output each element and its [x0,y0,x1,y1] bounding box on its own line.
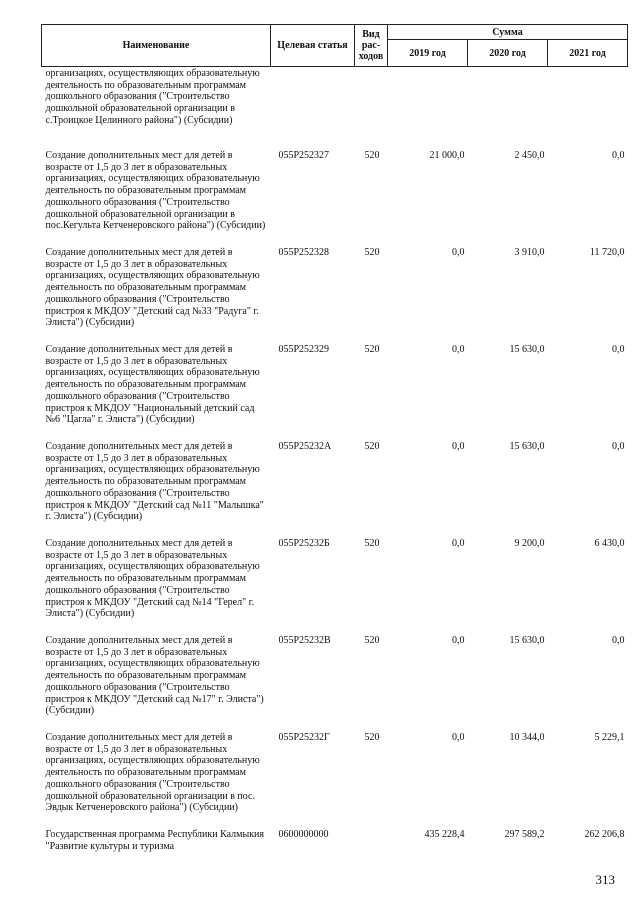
row-2020: 15 630,0 [509,441,545,452]
table-row [42,829,628,855]
header-year-2019: 2019 год [388,40,468,67]
row-name: организациях, осуществляющих образовательную деятельность по образовательным программам дошкольного образования ("Строительство дошкольной образовательной организации в с.Троицкое Целинного района") (Субсидии) [45,68,260,126]
page-number: 313 [595,872,615,887]
row-2019: 0,0 [452,247,465,258]
table-row [42,732,628,829]
budget-table [41,24,628,855]
row-vid: 520 [364,150,380,161]
row-2019 [388,67,468,151]
row-2019: 0,0 [452,344,465,355]
header-sum: Сумма [388,25,628,40]
row-name: Создание дополнительных мест для детей в возрасте от 1,5 до 3 лет в образовательных организациях, осуществляющих образовательную деятельность по образовательным программам дошкольного образования ("Строительство дошкольной образовательной организации в пос. Эвдык Кетченеровского района") (Субсидии) [45,732,260,814]
row-2019: 21 000,0 [429,150,465,161]
row-2019: 0,0 [452,538,465,549]
row-2021 [548,67,628,151]
row-2020: 297 589,2 [504,829,545,840]
row-2021: 0,0 [612,344,625,355]
row-code: 055P25232Б [278,538,330,549]
row-vid: 520 [364,441,380,452]
table-row [42,441,628,538]
row-name: Создание дополнительных мест для детей в возрасте от 1,5 до 3 лет в образовательных организациях, осуществляющих образовательную деятельность по образовательным программам дошкольного образования ("Строительство пристроя к МКДОУ "Детский сад №11 "Малышка" г. Элиста") (Субсидии) [45,441,264,523]
row-name: Создание дополнительных мест для детей в возрасте от 1,5 до 3 лет в образовательных организациях, осуществляющих образовательную деятельность по образовательным программам дошкольного образования ("Строительство пристроя к МКДОУ "Детский сад №14 "Герел" г. Элиста") (Субсидии) [45,538,260,620]
row-vid [355,67,388,151]
row-2021: 5 229,1 [594,732,625,743]
row-code: 055P25232A [278,441,332,452]
row-2020: 15 630,0 [509,635,545,646]
row-vid: 520 [364,247,380,258]
row-name: Создание дополнительных мест для детей в возрасте от 1,5 до 3 лет в образовательных организациях, осуществляющих образовательную деятельность по образовательным программам дошкольного образования ("Строительство пристроя к МКДОУ "Детский сад №17" г. Элиста") (Субсидии) [45,635,264,717]
row-code: 055P252327 [278,150,330,161]
row-2021: 11 720,0 [589,247,625,258]
header-year-2021: 2021 год [548,40,628,67]
header-name: Наименование [42,25,271,67]
row-code: 055P252329 [278,344,330,355]
row-vid: 520 [364,732,380,743]
row-2019: 0,0 [452,441,465,452]
row-2020: 2 450,0 [514,150,545,161]
row-2021: 0,0 [612,441,625,452]
row-name: Создание дополнительных мест для детей в возрасте от 1,5 до 3 лет в образовательных организациях, осуществляющих образовательную деятельность по образовательным программам дошкольного образования ("Строительство дошкольной образовательной организации в пос.Кегульта Кетченеровского района") (Субсидии) [45,150,266,232]
row-2019: 0,0 [452,635,465,646]
table-row [42,67,628,151]
row-code: 055P25232Г [278,732,330,743]
row-2019: 435 228,4 [424,829,465,840]
row-2020: 9 200,0 [514,538,545,549]
row-vid: 520 [364,538,380,549]
row-2019: 0,0 [452,732,465,743]
table-row [42,150,628,247]
table-row [42,344,628,441]
row-2020 [468,67,548,151]
row-code [271,67,355,151]
row-name: Государственная программа Республики Калмыкия "Развитие культуры и туризма [45,829,265,852]
header-year-2020: 2020 год [468,40,548,67]
row-code: 0600000000 [278,829,329,840]
row-name: Создание дополнительных мест для детей в возрасте от 1,5 до 3 лет в образовательных организациях, осуществляющих образовательную деятельность по образовательным программам дошкольного образования ("Строительство пристроя к МКДОУ "Детский сад №33 "Радуга" г. Элиста") (Субсидии) [45,247,260,329]
row-vid: 520 [364,635,380,646]
row-2021: 6 430,0 [594,538,625,549]
row-vid [355,829,388,855]
row-2020: 3 910,0 [514,247,545,258]
row-2021: 0,0 [612,635,625,646]
row-2021: 0,0 [612,150,625,161]
header-code: Целевая статья [271,25,355,67]
table-body [42,67,628,856]
row-code: 055P25232В [278,635,331,646]
row-2020: 15 630,0 [509,344,545,355]
row-code: 055P252328 [278,247,330,258]
row-vid: 520 [364,344,380,355]
row-name: Создание дополнительных мест для детей в возрасте от 1,5 до 3 лет в образовательных организациях, осуществляющих образовательную деятельность по образовательным программам дошкольного образования ("Строительство пристроя к МКДОУ "Национальный детский сад №6 "Цагла" г. Элиста") (Субсидии) [45,344,260,426]
header-vid: Вид рас-ходов [355,25,388,67]
table-row [42,538,628,635]
row-2021: 262 206,8 [584,829,625,840]
table-header [42,25,628,67]
table-row [42,635,628,732]
row-2020: 10 344,0 [509,732,545,743]
table-row [42,247,628,344]
